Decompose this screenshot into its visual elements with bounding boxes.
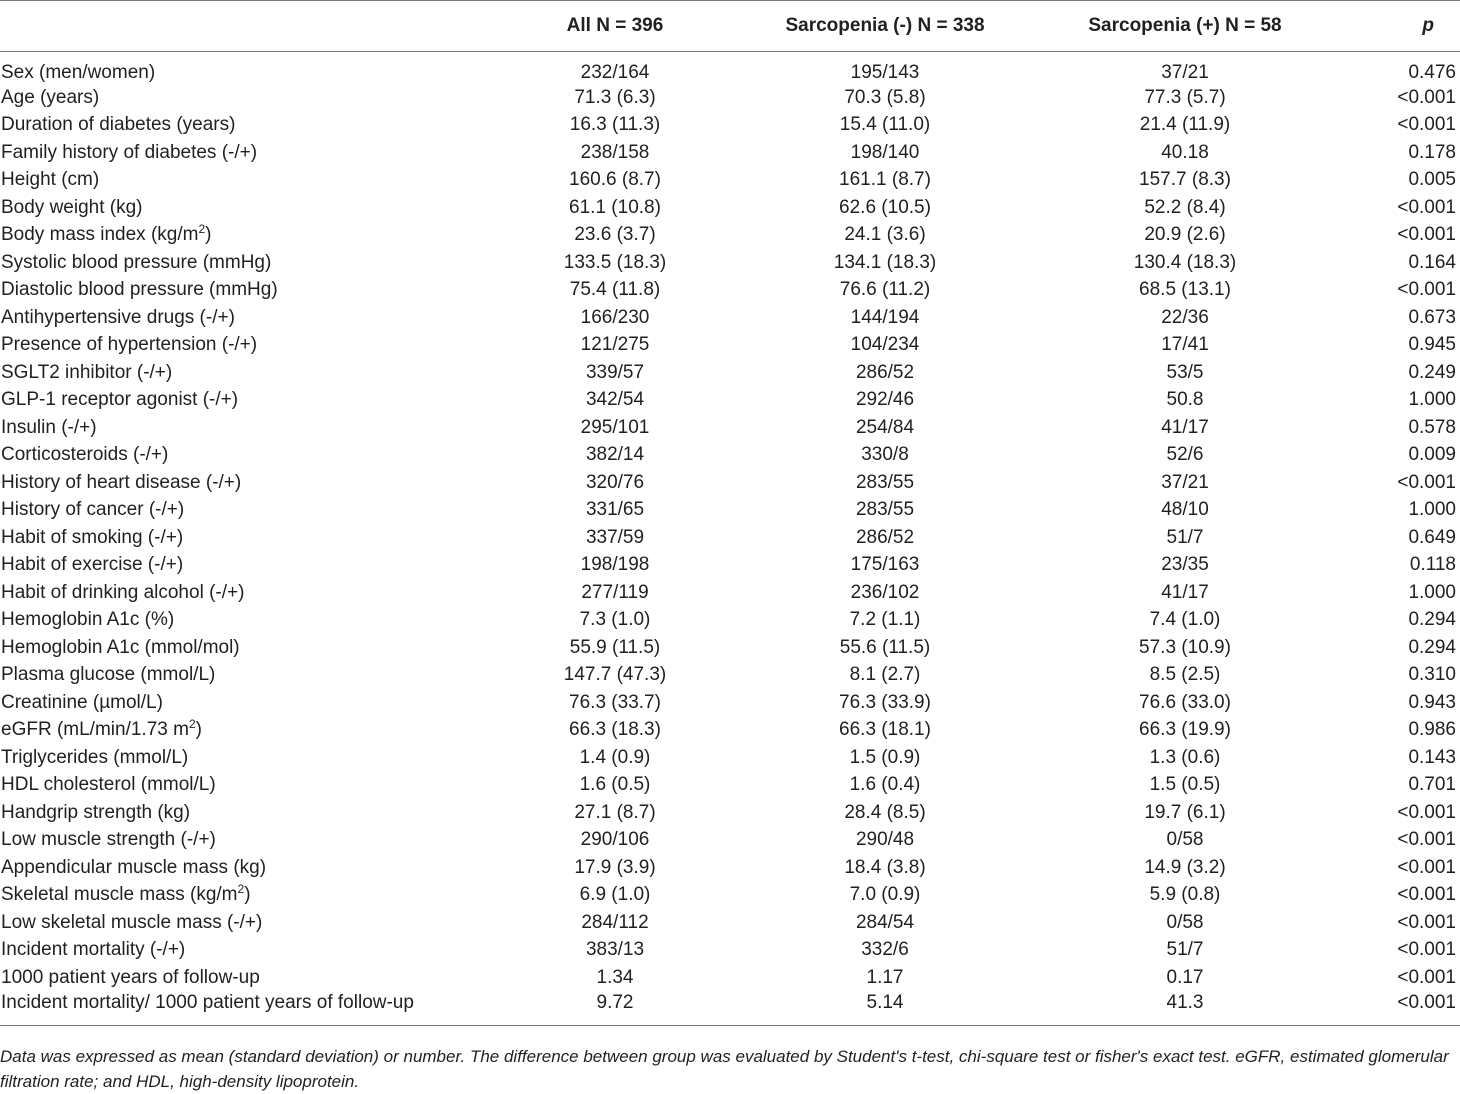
cell-sarcopenia-positive: 57.3 (10.9) xyxy=(1139,636,1231,658)
row-label-suffix: ) xyxy=(195,719,202,741)
cell-sarcopenia-positive: 40.18 xyxy=(1161,141,1209,163)
row-label xyxy=(0,52,480,85)
row-label xyxy=(0,249,480,277)
cell-p-value: 0.943 xyxy=(1408,691,1456,713)
cell-all: 382/14 xyxy=(585,444,645,466)
row-label-suffix: ) xyxy=(205,224,212,246)
row-label-text: Hemoglobin A1c (mmol/mol) xyxy=(1,636,240,658)
cell-all: 238/158 xyxy=(580,141,650,163)
row-label xyxy=(0,497,480,525)
row-label xyxy=(0,359,480,387)
cell-all: 16.3 (11.3) xyxy=(569,114,661,136)
cell-sarcopenia-positive: 51/7 xyxy=(1166,939,1204,961)
row-label-suffix: ) xyxy=(244,884,251,906)
cell-p-value: <0.001 xyxy=(1397,829,1456,851)
cell-all: 23.6 (3.7) xyxy=(574,224,656,246)
row-label xyxy=(0,139,480,167)
cell-all: 320/76 xyxy=(585,471,645,493)
table-row xyxy=(0,84,1460,112)
cell-sarcopenia-negative: 330/8 xyxy=(861,444,909,466)
row-label xyxy=(0,84,480,112)
table-header-row xyxy=(0,1,1460,52)
cell-p-value: <0.001 xyxy=(1397,966,1456,988)
cell-sarcopenia-negative: 76.6 (11.2) xyxy=(839,279,931,301)
cell-p-value: 0.986 xyxy=(1408,719,1456,741)
cell-p-value: <0.001 xyxy=(1397,801,1456,823)
cell-sarcopenia-positive: 157.7 (8.3) xyxy=(1139,169,1231,191)
row-label-text: Body weight (kg) xyxy=(1,196,143,218)
cell-sarcopenia-negative: 292/46 xyxy=(855,389,915,411)
table-row xyxy=(0,524,1460,552)
cell-sarcopenia-negative: 283/55 xyxy=(855,499,915,521)
cell-sarcopenia-positive: 0.17 xyxy=(1166,966,1204,988)
table-row xyxy=(0,909,1460,937)
cell-sarcopenia-positive: 77.3 (5.7) xyxy=(1144,86,1226,108)
cell-sarcopenia-negative: 104/234 xyxy=(850,334,920,356)
cell-sarcopenia-positive: 41.3 xyxy=(1020,992,1350,1026)
row-label-text: Habit of drinking alcohol (-/+) xyxy=(1,581,245,603)
cell-all: 147.7 (47.3) xyxy=(563,664,667,686)
row-label-text: SGLT2 inhibitor (-/+) xyxy=(1,361,173,383)
cell-p-value: 0.249 xyxy=(1408,361,1456,383)
cell-sarcopenia-negative: 254/84 xyxy=(855,416,915,438)
cell-sarcopenia-positive: 76.6 (33.0) xyxy=(1139,691,1231,713)
row-label xyxy=(0,167,480,195)
table-row xyxy=(0,772,1460,800)
row-label-text: Triglycerides (mmol/L) xyxy=(1,746,189,768)
superscript: 2 xyxy=(188,717,196,732)
cell-sarcopenia-positive: 53/5 xyxy=(1166,361,1204,383)
cell-p-value: 0.310 xyxy=(1408,664,1456,686)
table-row xyxy=(0,167,1460,195)
row-label-text: Sex (men/women) xyxy=(1,62,156,83)
row-label xyxy=(0,222,480,250)
row-label-text: Skeletal muscle mass (kg/m xyxy=(1,884,238,906)
cell-sarcopenia-positive: 20.9 (2.6) xyxy=(1144,224,1226,246)
cell-sarcopenia-positive: 130.4 (18.3) xyxy=(1133,251,1237,273)
row-label-text: Corticosteroids (-/+) xyxy=(1,444,169,466)
cell-p-value: 0.143 xyxy=(1408,746,1456,768)
cell-sarcopenia-negative: 286/52 xyxy=(855,526,915,548)
cell-p-value: <0.001 xyxy=(1397,884,1456,906)
cell-sarcopenia-negative: 195/143 xyxy=(850,62,920,83)
cell-p-value: 0.476 xyxy=(1408,62,1456,83)
row-label xyxy=(0,634,480,662)
cell-all: 339/57 xyxy=(585,361,645,383)
cell-sarcopenia-negative: 1.6 (0.4) xyxy=(849,774,921,796)
cell-sarcopenia-negative: 7.2 (1.1) xyxy=(849,609,921,631)
cell-sarcopenia-negative: 134.1 (18.3) xyxy=(833,251,937,273)
cell-p-value: 0.673 xyxy=(1408,306,1456,328)
cell-all: 61.1 (10.8) xyxy=(569,196,661,218)
row-label xyxy=(0,552,480,580)
row-label-text: Appendicular muscle mass (kg) xyxy=(1,856,267,878)
cell-p-value: <0.001 xyxy=(1397,114,1456,136)
row-label xyxy=(0,992,480,1026)
table-row xyxy=(0,497,1460,525)
table-row xyxy=(0,689,1460,717)
row-label xyxy=(0,607,480,635)
cell-sarcopenia-negative: 198/140 xyxy=(850,141,920,163)
table-row xyxy=(0,277,1460,305)
cell-p-value: 0.294 xyxy=(1408,609,1456,631)
cell-sarcopenia-negative: 24.1 (3.6) xyxy=(844,224,926,246)
table-row xyxy=(0,992,1460,1026)
cell-p-value: <0.001 xyxy=(1397,911,1456,933)
cell-sarcopenia-positive: 52.2 (8.4) xyxy=(1144,196,1226,218)
row-label-text: Age (years) xyxy=(1,86,100,108)
cell-p-value: 0.178 xyxy=(1408,141,1456,163)
row-label xyxy=(0,524,480,552)
row-label xyxy=(0,717,480,745)
cell-sarcopenia-positive: 51/7 xyxy=(1166,526,1204,548)
row-label xyxy=(0,854,480,882)
cell-all: 17.9 (3.9) xyxy=(574,856,656,878)
table-row xyxy=(0,442,1460,470)
cell-p-value: <0.001 xyxy=(1397,856,1456,878)
cell-sarcopenia-positive: 48/10 xyxy=(1161,499,1209,521)
table-row xyxy=(0,359,1460,387)
table-row xyxy=(0,964,1460,992)
row-label-text: Family history of diabetes (-/+) xyxy=(1,141,258,163)
cell-p-value: 0.005 xyxy=(1408,169,1456,191)
row-label-text: Insulin (-/+) xyxy=(1,416,97,438)
row-label-text: Incident mortality/ 1000 patient years of follow-up xyxy=(1,991,414,1013)
cell-sarcopenia-positive: 22/36 xyxy=(1161,306,1209,328)
row-label-text: GLP-1 receptor agonist (-/+) xyxy=(1,389,239,411)
table-row xyxy=(0,579,1460,607)
cell-sarcopenia-negative: 55.6 (11.5) xyxy=(839,636,931,658)
cell-p-value: <0.001 xyxy=(1397,224,1456,246)
cell-sarcopenia-negative: 283/55 xyxy=(855,471,915,493)
cell-sarcopenia-positive: 37/21 xyxy=(1161,62,1209,83)
row-label-text: History of heart disease (-/+) xyxy=(1,471,242,493)
table-row xyxy=(0,744,1460,772)
cell-sarcopenia-negative: 332/6 xyxy=(861,939,909,961)
table-row xyxy=(0,882,1460,910)
cell-sarcopenia-negative: 70.3 (5.8) xyxy=(844,86,926,108)
cell-all: 198/198 xyxy=(580,554,650,576)
cell-sarcopenia-negative: 8.1 (2.7) xyxy=(849,664,921,686)
table-row xyxy=(0,387,1460,415)
cell-all: 232/164 xyxy=(580,62,650,83)
cell-p-value: <0.001 xyxy=(1397,196,1456,218)
cell-all: 290/106 xyxy=(580,829,650,851)
row-label xyxy=(0,304,480,332)
row-label-text: Hemoglobin A1c (%) xyxy=(1,609,175,631)
cell-all: 7.3 (1.0) xyxy=(579,609,651,631)
table-row xyxy=(0,52,1460,85)
cell-p-value: 0.118 xyxy=(1409,554,1456,576)
row-label-text: 1000 patient years of follow-up xyxy=(1,966,260,988)
cell-p-value: <0.001 xyxy=(1397,279,1456,301)
table-row xyxy=(0,112,1460,140)
row-label-text: HDL cholesterol (mmol/L) xyxy=(1,774,216,796)
cell-sarcopenia-negative: 7.0 (0.9) xyxy=(849,884,921,906)
cell-p-value: 0.578 xyxy=(1408,416,1456,438)
row-label xyxy=(0,827,480,855)
cell-sarcopenia-positive: 23/35 xyxy=(1161,554,1209,576)
row-label xyxy=(0,882,480,910)
cell-all: 1.6 (0.5) xyxy=(579,774,651,796)
row-label-text: History of cancer (-/+) xyxy=(1,499,185,521)
cell-p-value: 0.649 xyxy=(1408,526,1456,548)
row-label xyxy=(0,689,480,717)
cell-p-value: 1.000 xyxy=(1408,499,1456,521)
cell-p-value: 0.945 xyxy=(1408,334,1456,356)
cell-all: 55.9 (11.5) xyxy=(569,636,661,658)
table-row xyxy=(0,414,1460,442)
cell-sarcopenia-positive: 5.9 (0.8) xyxy=(1149,884,1221,906)
cell-p-value: 0.294 xyxy=(1408,636,1456,658)
cell-sarcopenia-positive: 0/58 xyxy=(1166,829,1204,851)
cell-sarcopenia-positive: 21.4 (11.9) xyxy=(1139,114,1231,136)
row-label xyxy=(0,112,480,140)
table-footnote: Data was expressed as mean (standard deviation) or number. The difference between group was evaluated by Student's t-test, chi-square test or fisher's exact test. eGFR, estimated glomerular filtration rate; and HDL, high-density lipoprotein. xyxy=(0,1047,1449,1091)
row-label-text: Antihypertensive drugs (-/+) xyxy=(1,306,235,328)
row-label-text: Habit of smoking (-/+) xyxy=(1,526,184,548)
table-row xyxy=(0,469,1460,497)
row-label-text: Incident mortality (-/+) xyxy=(1,939,186,961)
row-label-text: Presence of hypertension (-/+) xyxy=(1,334,258,356)
cell-all: 27.1 (8.7) xyxy=(574,801,656,823)
row-label xyxy=(0,277,480,305)
row-label xyxy=(0,799,480,827)
cell-all: 76.3 (33.7) xyxy=(569,691,661,713)
cell-sarcopenia-positive: 8.5 (2.5) xyxy=(1149,664,1221,686)
cell-sarcopenia-positive: 50.8 xyxy=(1166,389,1204,411)
row-label xyxy=(0,442,480,470)
table-row xyxy=(0,827,1460,855)
cell-sarcopenia-negative: 28.4 (8.5) xyxy=(844,801,926,823)
cell-sarcopenia-positive: 7.4 (1.0) xyxy=(1149,609,1221,631)
superscript: 2 xyxy=(198,222,206,237)
cell-sarcopenia-negative: 76.3 (33.9) xyxy=(839,691,931,713)
cell-sarcopenia-negative: 286/52 xyxy=(855,361,915,383)
cell-sarcopenia-negative: 175/163 xyxy=(850,554,920,576)
cell-all: 160.6 (8.7) xyxy=(569,169,661,191)
cell-all: 284/112 xyxy=(581,911,649,933)
cell-all: 337/59 xyxy=(585,526,645,548)
row-label-text: Low skeletal muscle mass (-/+) xyxy=(1,911,263,933)
table-row xyxy=(0,937,1460,965)
cell-sarcopenia-negative: 161.1 (8.7) xyxy=(839,169,931,191)
table-row xyxy=(0,249,1460,277)
row-label xyxy=(0,332,480,360)
table-row xyxy=(0,332,1460,360)
table-row xyxy=(0,194,1460,222)
cell-sarcopenia-positive: 1.3 (0.6) xyxy=(1149,746,1221,768)
row-label xyxy=(0,937,480,965)
row-label xyxy=(0,662,480,690)
cell-p-value: 1.000 xyxy=(1408,389,1456,411)
cell-all: 383/13 xyxy=(585,939,645,961)
row-label-text: Handgrip strength (kg) xyxy=(1,801,191,823)
row-label-text: Plasma glucose (mmol/L) xyxy=(1,664,216,686)
header-sarcopenia-negative: Sarcopenia (-) N = 338 xyxy=(750,1,1020,52)
cell-all: 295/101 xyxy=(580,416,650,438)
header-all: All N = 396 xyxy=(480,1,750,52)
cell-p-value: 0.164 xyxy=(1408,251,1456,273)
cell-sarcopenia-negative: 62.6 (10.5) xyxy=(839,196,931,218)
cell-all: 1.4 (0.9) xyxy=(579,746,651,768)
row-label xyxy=(0,414,480,442)
row-label-text: Duration of diabetes (years) xyxy=(1,114,236,136)
table-row xyxy=(0,552,1460,580)
row-label-text: eGFR (mL/min/1.73 m xyxy=(1,719,189,741)
row-label xyxy=(0,964,480,992)
row-label xyxy=(0,469,480,497)
cell-sarcopenia-negative: 144/194 xyxy=(850,306,920,328)
cell-sarcopenia-negative: 15.4 (11.0) xyxy=(839,114,931,136)
cell-p-value: 1.000 xyxy=(1408,581,1456,603)
cell-all: 331/65 xyxy=(585,499,645,521)
cell-all: 6.9 (1.0) xyxy=(579,884,651,906)
cell-p-value: 0.009 xyxy=(1408,444,1456,466)
cell-p-value: <0.001 xyxy=(1397,471,1456,493)
cell-sarcopenia-negative: 5.14 xyxy=(750,992,1020,1026)
cell-sarcopenia-negative: 1.17 xyxy=(866,966,904,988)
cell-all: 75.4 (11.8) xyxy=(569,279,661,301)
table-row xyxy=(0,854,1460,882)
cell-sarcopenia-positive: 17/41 xyxy=(1161,334,1209,356)
row-label xyxy=(0,387,480,415)
cell-sarcopenia-positive: 52/6 xyxy=(1166,444,1204,466)
table-row xyxy=(0,717,1460,745)
row-label xyxy=(0,744,480,772)
cell-sarcopenia-negative: 66.3 (18.1) xyxy=(839,719,931,741)
table-row xyxy=(0,607,1460,635)
cell-all: 1.34 xyxy=(596,966,634,988)
row-label-text: Height (cm) xyxy=(1,169,100,191)
cell-p-value: 0.701 xyxy=(1408,774,1456,796)
row-label-text: Low muscle strength (-/+) xyxy=(1,829,216,851)
row-label-text: Body mass index (kg/m xyxy=(1,224,199,246)
row-label xyxy=(0,579,480,607)
cell-sarcopenia-negative: 1.5 (0.9) xyxy=(849,746,921,768)
cell-sarcopenia-positive: 68.5 (13.1) xyxy=(1139,279,1231,301)
cell-sarcopenia-positive: 66.3 (19.9) xyxy=(1139,719,1231,741)
table-row xyxy=(0,222,1460,250)
cell-sarcopenia-positive: 19.7 (6.1) xyxy=(1144,801,1226,823)
cell-all: 133.5 (18.3) xyxy=(563,251,667,273)
cell-all: 277/119 xyxy=(581,581,649,603)
cell-p-value: <0.001 xyxy=(1397,939,1456,961)
table-row xyxy=(0,662,1460,690)
superscript: 2 xyxy=(237,882,245,897)
cell-sarcopenia-positive: 0/58 xyxy=(1166,911,1204,933)
header-variable xyxy=(0,1,480,52)
row-label-text: Habit of exercise (-/+) xyxy=(1,554,184,576)
row-label-text: Creatinine (µmol/L) xyxy=(1,691,163,713)
header-p-value: p xyxy=(1350,1,1460,52)
cell-all: 121/275 xyxy=(580,334,650,356)
row-label xyxy=(0,772,480,800)
cell-sarcopenia-positive: 41/17 xyxy=(1161,581,1209,603)
cell-p-value: <0.001 xyxy=(1397,86,1456,108)
cell-all: 9.72 xyxy=(480,992,750,1026)
row-label xyxy=(0,194,480,222)
cell-all: 66.3 (18.3) xyxy=(569,719,661,741)
table-row xyxy=(0,634,1460,662)
cell-sarcopenia-positive: 37/21 xyxy=(1161,471,1209,493)
cell-sarcopenia-negative: 236/102 xyxy=(850,581,920,603)
table-row xyxy=(0,799,1460,827)
header-sarcopenia-positive: Sarcopenia (+) N = 58 xyxy=(1020,1,1350,52)
cell-sarcopenia-positive: 41/17 xyxy=(1161,416,1209,438)
row-label xyxy=(0,909,480,937)
cell-sarcopenia-negative: 284/54 xyxy=(855,911,915,933)
cell-all: 342/54 xyxy=(585,389,645,411)
cell-all: 166/230 xyxy=(580,306,650,328)
cell-sarcopenia-negative: 290/48 xyxy=(855,829,915,851)
row-label-text: Systolic blood pressure (mmHg) xyxy=(1,251,272,273)
table-body xyxy=(0,52,1460,1026)
table-row xyxy=(0,304,1460,332)
cell-sarcopenia-positive: 1.5 (0.5) xyxy=(1149,774,1221,796)
row-label-text: Diastolic blood pressure (mmHg) xyxy=(1,279,278,301)
cell-all: 71.3 (6.3) xyxy=(574,86,656,108)
cell-sarcopenia-positive: 14.9 (3.2) xyxy=(1144,856,1226,878)
table-row xyxy=(0,139,1460,167)
cell-sarcopenia-negative: 18.4 (3.8) xyxy=(844,856,926,878)
cell-p-value: <0.001 xyxy=(1350,992,1460,1026)
